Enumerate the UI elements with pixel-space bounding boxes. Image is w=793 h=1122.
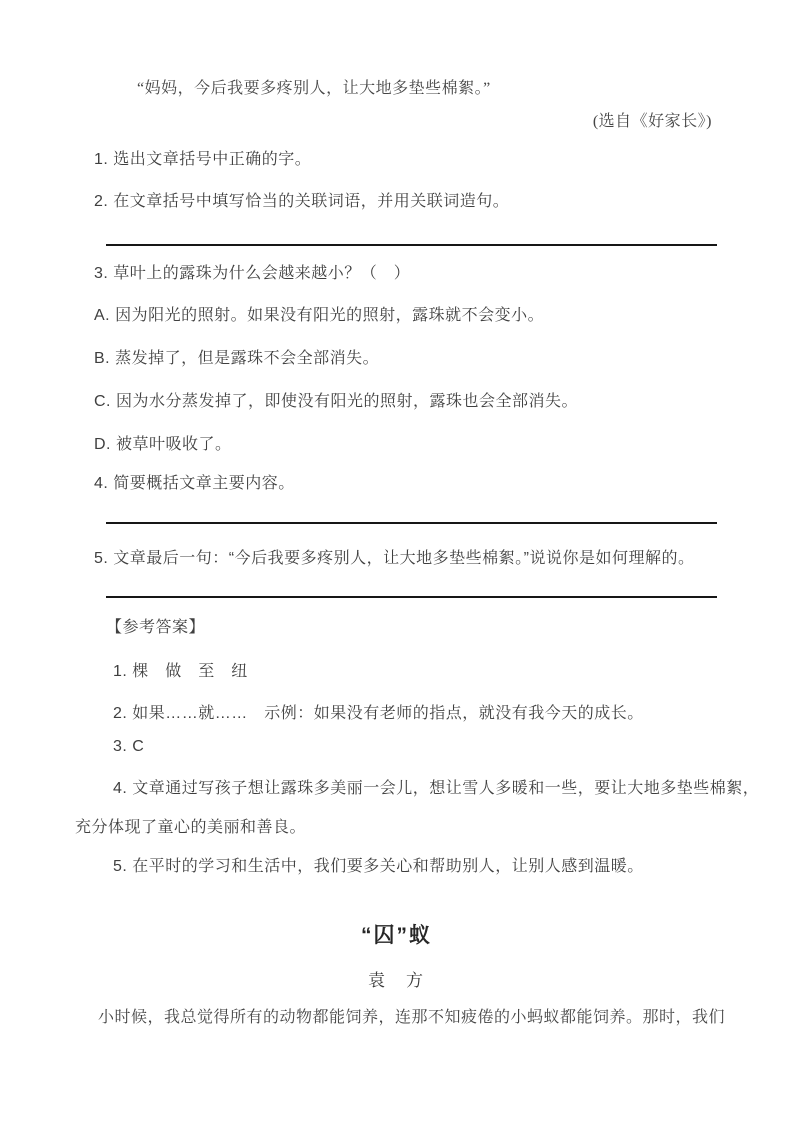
answer-blank-line-3	[106, 596, 717, 598]
article-closing-quote: “妈妈，今后我要多疼别人，让大地多垫些棉絮。”	[137, 80, 491, 97]
answer-blank-line-1	[106, 244, 717, 246]
answer-3: 3. C	[113, 738, 145, 755]
answer-5: 5. 在平时的学习和生活中，我们要多关心和帮助别人，让别人感到温暖。	[113, 858, 644, 875]
question-1: 1. 选出文章括号中正确的字。	[94, 151, 312, 168]
answer-2: 2. 如果……就…… 示例：如果没有老师的指点，就没有我今天的成长。	[113, 705, 644, 722]
question-2: 2. 在文章括号中填写恰当的关联词语，并用关联词造句。	[94, 193, 510, 210]
answer-blank-line-2	[106, 522, 717, 524]
article-source-credit: (选自《好家长》)	[592, 113, 712, 130]
next-article-title: “囚”蚁	[361, 924, 432, 947]
question-3-option-b: B. 蒸发掉了，但是露珠不会全部消失。	[94, 350, 380, 367]
question-5: 5. 文章最后一句：“今后我要多疼别人，让大地多垫些棉絮。”说说你是如何理解的。	[94, 550, 695, 567]
question-3-option-d: D. 被草叶吸收了。	[94, 436, 232, 453]
question-3-option-a: A. 因为阳光的照射。如果没有阳光的照射，露珠就不会变小。	[94, 307, 545, 324]
answer-4-line-2: 充分体现了童心的美丽和善良。	[75, 819, 307, 836]
question-3-option-c: C. 因为水分蒸发掉了，即使没有阳光的照射，露珠也会全部消失。	[94, 393, 578, 410]
answer-4-line-1: 4. 文章通过写孩子想让露珠多美丽一会儿，想让雪人多暖和一些，要让大地多垫些棉絮，	[113, 780, 760, 797]
answer-1: 1. 棵 做 至 纽	[113, 663, 248, 680]
next-article-first-line: 小时候，我总觉得所有的动物都能饲养，连那不知疲倦的小蚂蚁都能饲养。那时，我们	[98, 1009, 726, 1026]
question-4: 4. 简要概括文章主要内容。	[94, 475, 295, 492]
question-3: 3. 草叶上的露珠为什么会越来越小？（ ）	[94, 265, 411, 282]
reference-answers-header: 【参考答案】	[106, 619, 206, 636]
next-article-author: 袁 方	[368, 971, 425, 990]
